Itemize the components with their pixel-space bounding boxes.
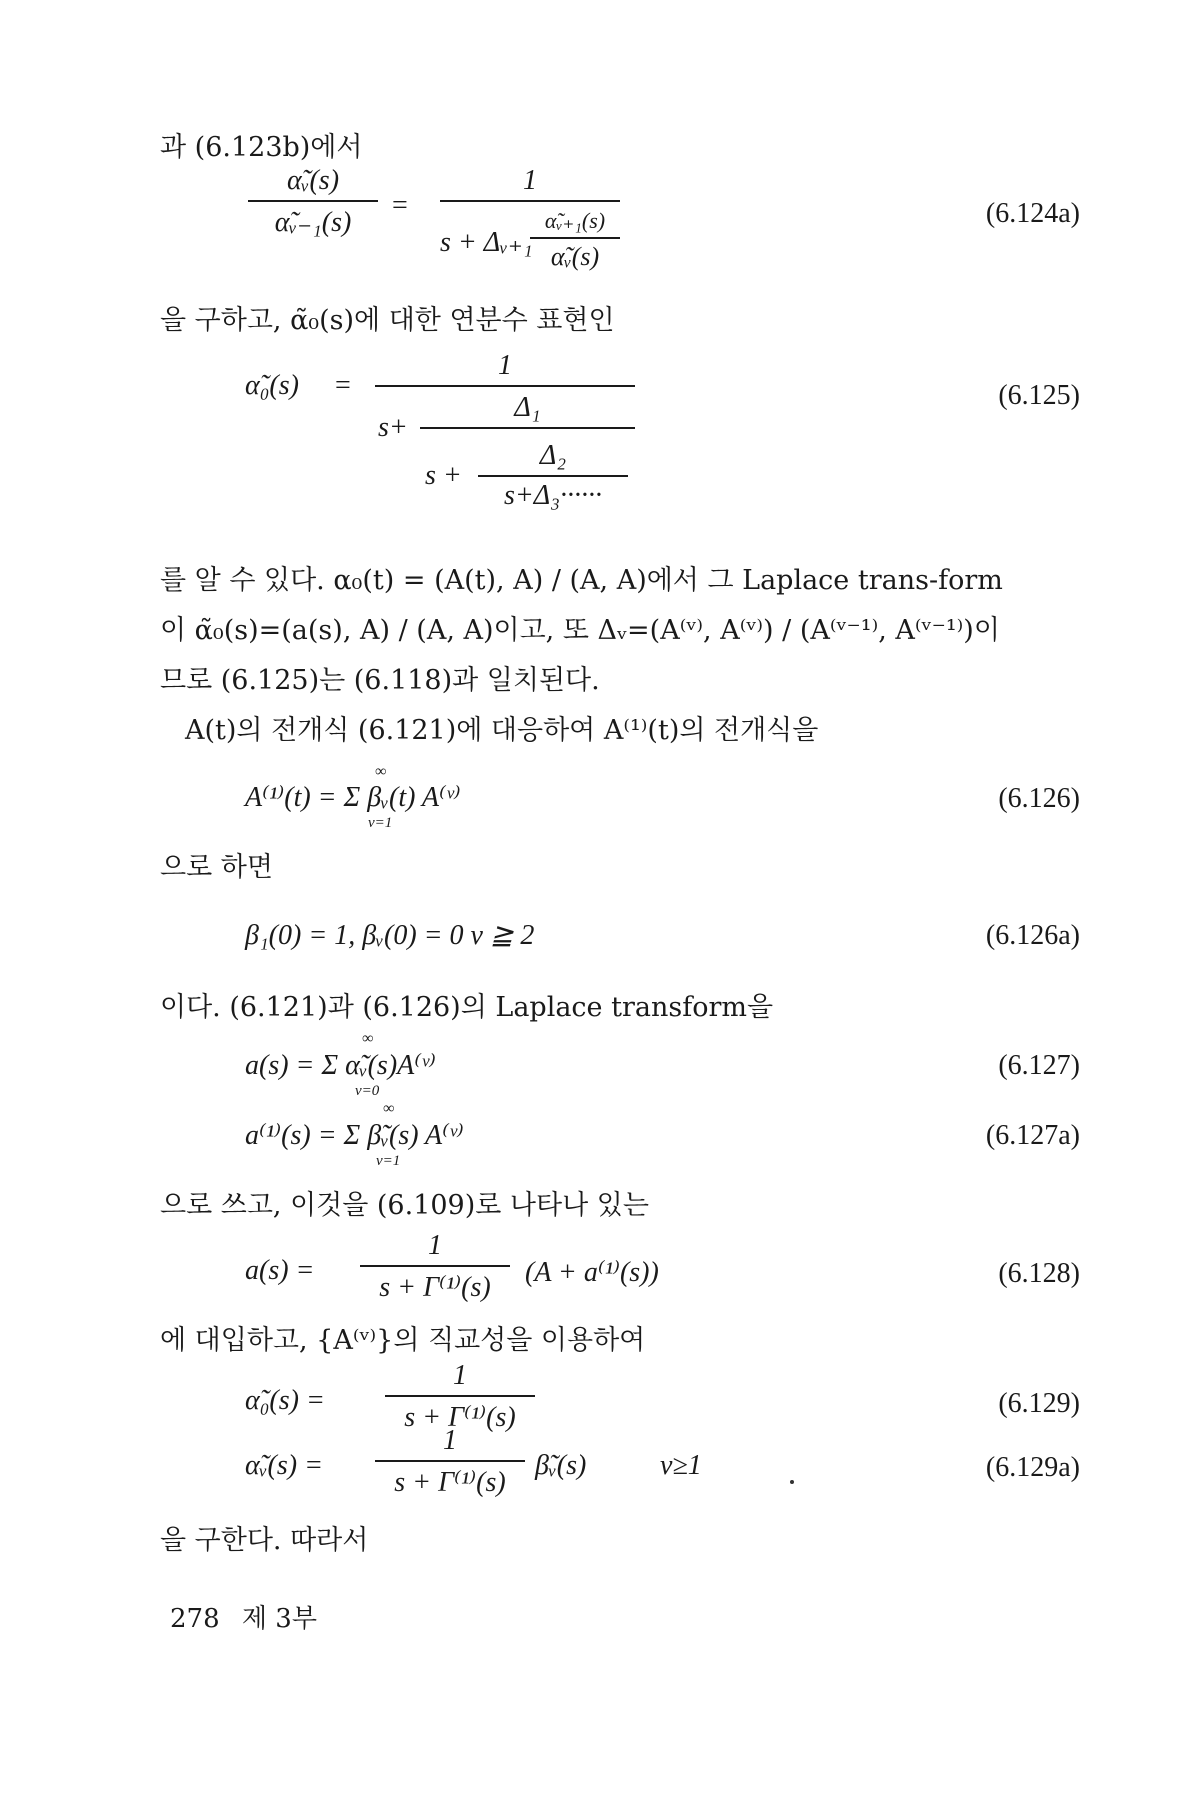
eq-6128-lhs: a(s) = bbox=[245, 1255, 315, 1286]
eq-6124a-rhs-numerator: 1 bbox=[523, 165, 537, 196]
text-line-2: 을 구하고, α̃₀(s)에 대한 연분수 표현인 bbox=[160, 305, 615, 336]
eq-6125-num1-block bbox=[375, 350, 635, 390]
text-line-1: 과 (6.123b)에서 bbox=[160, 132, 363, 163]
eq-6124a-inner-numerator: α̃ᵥ₊₁(s) bbox=[544, 208, 606, 233]
page-number: 278 bbox=[170, 1604, 220, 1634]
eq-6125-den2: s + bbox=[425, 460, 462, 491]
eq-6126-sum-bottom: ν=1 bbox=[368, 815, 393, 831]
eq-6124a-rhs-numerator-block bbox=[440, 165, 620, 205]
eq-6129-label: (6.129) bbox=[998, 1388, 1080, 1419]
eq-6125-num3: Δ₂ bbox=[539, 440, 567, 471]
text-line-11: 을 구한다. 따라서 bbox=[160, 1525, 369, 1556]
eq-6129a-numerator: 1 bbox=[443, 1425, 457, 1456]
text-line-9: 으로 쓰고, 이것을 (6.109)로 나타나 있는 bbox=[160, 1190, 649, 1221]
eq-6127a-sum-bottom: ν=1 bbox=[376, 1153, 401, 1169]
text-line-8: 이다. (6.121)과 (6.126)의 Laplace transform을 bbox=[160, 992, 774, 1023]
eq-6129a-denominator: s + Γ⁽¹⁾(s) bbox=[394, 1467, 506, 1498]
eq-6124a-inner-denominator: α̃ᵥ(s) bbox=[550, 242, 600, 271]
eq-6129-denominator: s + Γ⁽¹⁾(s) bbox=[404, 1402, 516, 1433]
eq-6129a-rest: β̃ᵥ(s) bbox=[535, 1450, 587, 1481]
eq-6124a-lhs-fraction bbox=[248, 165, 378, 239]
text-line-6: A(t)의 전개식 (6.121)에 대응하여 A⁽¹⁾(t)의 전개식을 bbox=[185, 715, 819, 746]
eq-6129-numerator: 1 bbox=[453, 1360, 467, 1391]
text-line-10: 에 대입하고, {A⁽ᵛ⁾}의 직교성을 이용하여 bbox=[160, 1325, 646, 1356]
eq-6128-numerator: 1 bbox=[428, 1230, 442, 1261]
eq-6125-num2: Δ₁ bbox=[514, 392, 541, 423]
eq-6126-label: (6.126) bbox=[998, 783, 1080, 814]
eq-6124a-label: (6.124a) bbox=[985, 198, 1080, 229]
eq-6127a-label: (6.127a) bbox=[985, 1120, 1080, 1151]
eq-6124a-lhs-denominator: α̃ᵥ₋₁(s) bbox=[274, 207, 352, 238]
eq-6125-label: (6.125) bbox=[998, 380, 1080, 411]
eq-6129-fraction bbox=[385, 1360, 535, 1434]
eq-6129a-condition: ν≥1 bbox=[660, 1450, 702, 1481]
eq-6128-label: (6.128) bbox=[998, 1258, 1080, 1289]
eq-6125-num3-block bbox=[478, 440, 628, 512]
eq-6125-num2-block bbox=[420, 392, 635, 432]
eq-6124a-lhs-numerator: α̃ᵥ(s) bbox=[286, 165, 340, 196]
eq-6125-num1: 1 bbox=[498, 350, 512, 381]
eq-6129a-label: (6.129a) bbox=[985, 1452, 1080, 1483]
part-label: 제 3부 bbox=[241, 1604, 317, 1634]
eq-6124a-rhs-den-a: s + Δᵥ₊₁ bbox=[440, 227, 533, 258]
eq-6127a-sum-top: ∞ bbox=[383, 1100, 395, 1117]
eq-6126: A⁽¹⁾(t) = Σ βᵥ(t) A⁽ᵛ⁾ bbox=[245, 782, 461, 813]
eq-6128-fraction bbox=[360, 1230, 510, 1304]
eq-6126a-label: (6.126a) bbox=[985, 920, 1080, 951]
eq-6125-den3: s+Δ₃······ bbox=[504, 480, 602, 511]
eq-6128-denominator: s + Γ⁽¹⁾(s) bbox=[379, 1272, 491, 1303]
eq-6124a-equals: = bbox=[392, 190, 408, 221]
eq-6127: a(s) = Σ α̃ᵥ(s)A⁽ᵛ⁾ bbox=[245, 1050, 436, 1081]
eq-6127a: a⁽¹⁾(s) = Σ β̃ᵥ(s) A⁽ᵛ⁾ bbox=[245, 1120, 464, 1151]
eq-6125-den1: s+ bbox=[378, 412, 408, 443]
stray-dot bbox=[790, 1480, 794, 1484]
eq-6129-lhs: α̃₀(s) = bbox=[245, 1385, 325, 1416]
text-line-7: 으로 하면 bbox=[160, 852, 273, 883]
eq-6127-label: (6.127) bbox=[998, 1050, 1080, 1081]
eq-6129a-lhs: α̃ᵥ(s) = bbox=[245, 1450, 323, 1481]
eq-6124a-inner-fraction bbox=[530, 208, 620, 272]
eq-6126a: β₁(0) = 1, βᵥ(0) = 0 ν ≧ 2 bbox=[245, 920, 535, 951]
eq-6125-lhs: α̃₀(s) bbox=[245, 370, 299, 401]
eq-6126-sum-top: ∞ bbox=[375, 763, 387, 780]
page-footer bbox=[170, 1598, 317, 1635]
text-line-4: 이 α̃₀(s)=(a(s), A) / (A, A)이고, 또 Δᵥ=(A⁽ᵛ⁾, A⁽ᵛ⁾) / (A⁽ᵛ⁻¹⁾, A⁽ᵛ⁻¹⁾)이 bbox=[160, 615, 1000, 646]
eq-6129a-fraction bbox=[375, 1425, 525, 1499]
text-line-3: 를 알 수 있다. α₀(t) = (A(t), A) / (A, A)에서 그 Laplace trans-form bbox=[160, 565, 1003, 596]
eq-6125-equals: = bbox=[335, 370, 351, 401]
eq-6128-rest: (A + a⁽¹⁾(s)) bbox=[525, 1257, 659, 1288]
eq-6127-sum-bottom: ν=0 bbox=[355, 1083, 380, 1099]
text-line-5: 므로 (6.125)는 (6.118)과 일치된다. bbox=[160, 665, 600, 696]
eq-6127-sum-top: ∞ bbox=[362, 1030, 374, 1047]
